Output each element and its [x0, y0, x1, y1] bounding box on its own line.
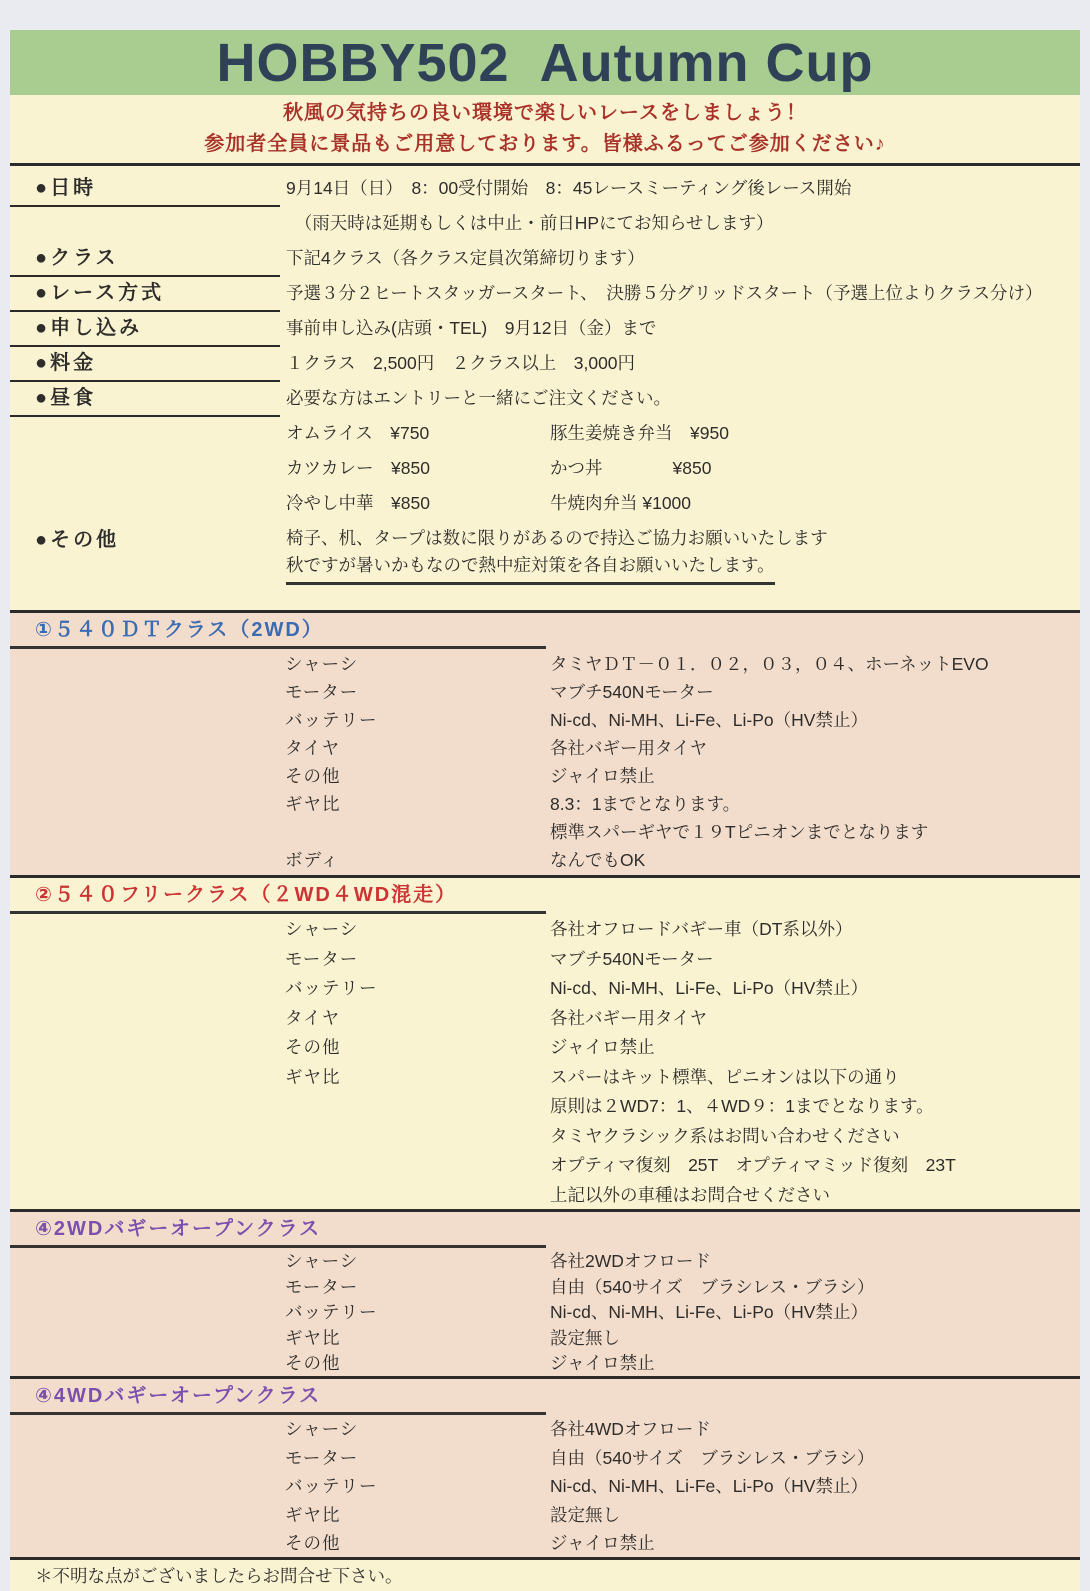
info-row: [10, 557, 1080, 592]
footer-note: ＊不明な点がございましたらお問合せ下さい。: [35, 1566, 403, 1586]
info-value-text: 冷やし中華 ¥850: [286, 493, 430, 513]
class-section-540free: [10, 875, 1080, 1209]
footer-note-bar: [10, 1557, 1080, 1591]
info-row-label: [10, 482, 280, 487]
spec-label: ギヤ比: [285, 1504, 341, 1525]
event-title: HOBBY502 Autumn Cup: [216, 32, 874, 93]
spec-value: 上記以外の車種はお問合せください: [550, 1184, 830, 1205]
info-row: [10, 207, 1080, 242]
class-section-2wd-open: [10, 1209, 1080, 1376]
class-section-title-540free: ②５４０フリークラス（２WD４WD混走）: [10, 880, 546, 914]
spec-label: ギヤ比: [285, 793, 341, 814]
spec-value: オプティマ復刻 25T オプティマミッド復刻 23T: [550, 1155, 956, 1176]
spec-row: [10, 914, 1080, 944]
info-row-value: [280, 245, 1080, 277]
class-section-title-540dt: ①５４０ＤＴクラス（2WD）: [10, 615, 546, 649]
spec-value: タミヤＤＴ－０１．０２，０３，０４、ホーネットEVO: [550, 653, 989, 674]
info-value-text: 秋ですが暑いかもなので熱中症対策を各自お願いいたします。: [286, 552, 775, 585]
info-value-text: １クラス 2,500円 ２クラス以上 3,000円: [286, 353, 636, 373]
info-value-text: 下記4クラス（各クラス定員次第締切ります）: [286, 248, 645, 268]
info-row-value: [280, 552, 1080, 592]
spec-value: 各社2WDオフロード: [550, 1251, 711, 1272]
spec-row: [10, 845, 1080, 873]
info-row-label: [10, 517, 280, 522]
spec-label: バッテリー: [285, 1476, 378, 1497]
spec-row: [10, 1350, 1080, 1376]
spec-row: [10, 649, 1080, 677]
spec-value: Ni-cd、Ni-MH、Li-Fe、Li-Po（HV禁止）: [550, 1302, 868, 1323]
info-row-value: [280, 210, 1080, 242]
spec-value: Ni-cd、Ni-MH、Li-Fe、Li-Po（HV禁止）: [550, 709, 868, 730]
info-row-value: [280, 490, 1080, 522]
spec-label: その他: [285, 1037, 341, 1058]
info-row: [10, 452, 1080, 487]
info-row: [10, 487, 1080, 522]
spec-label: その他: [285, 1353, 341, 1374]
spec-rows: [10, 649, 1080, 873]
spec-row: [10, 677, 1080, 705]
spec-row: [10, 1248, 1080, 1274]
info-row-label: [10, 447, 280, 452]
spec-value: タミヤクラシック系はお問い合わせください: [550, 1125, 900, 1146]
info-value-text: 必要な方はエントリーと一緒にご注文ください。: [286, 388, 671, 408]
spec-row: [10, 761, 1080, 789]
info-value-text: 事前申し込み(店頭・TEL) 9月12日（金）まで: [286, 318, 657, 338]
info-value-text: オムライス ¥750: [286, 423, 430, 443]
spec-row: [10, 1032, 1080, 1062]
spec-row: [10, 705, 1080, 733]
spec-row: [10, 1472, 1080, 1501]
spec-label: シャーシ: [285, 919, 359, 940]
info-row: [10, 277, 1080, 312]
info-value-text: （雨天時は延期もしくは中止・前日HPにてお知らせします）: [286, 213, 774, 233]
spec-value: 各社バギー用タイヤ: [550, 737, 708, 758]
info-row-label: [10, 587, 280, 592]
spec-value: 標準スパーギヤで１９Tピニオンまでとなります: [550, 821, 929, 842]
spec-row: [10, 1150, 1080, 1180]
spec-value: 各社4WDオフロード: [550, 1419, 711, 1440]
event-info-table: [10, 163, 1080, 610]
spec-row: [10, 789, 1080, 817]
info-value-col2: 豚生姜焼き弁当 ¥950: [550, 423, 729, 443]
spec-label: タイヤ: [285, 737, 341, 758]
flyer-page: [10, 30, 1080, 1591]
info-row-value: [280, 385, 1080, 417]
spec-value: 設定無し: [550, 1504, 620, 1525]
info-value-col2: 牛焼肉弁当 ¥1000: [550, 493, 692, 513]
spec-value: ジャイロ禁止: [550, 1353, 655, 1374]
info-row-label: ●その他: [35, 529, 120, 551]
info-value-text: カツカレー ¥850: [286, 458, 430, 478]
spec-row: [10, 1121, 1080, 1151]
spec-value: 各社バギー用タイヤ: [550, 1007, 708, 1028]
info-row: [10, 417, 1080, 452]
spec-row: [10, 1529, 1080, 1558]
spec-label: モーター: [285, 1276, 359, 1297]
info-row-value: [280, 350, 1080, 382]
spec-value: ジャイロ禁止: [550, 765, 655, 786]
spec-label: バッテリー: [285, 709, 378, 730]
intro-message: [10, 95, 1080, 163]
spec-value: ジャイロ禁止: [550, 1533, 655, 1554]
spec-row: [10, 733, 1080, 761]
info-row-value: [280, 175, 1080, 207]
spec-rows: [10, 1248, 1080, 1376]
spec-label: その他: [285, 765, 341, 786]
spec-rows: [10, 1415, 1080, 1558]
spec-value: 原則は２WD7：1、４WD９：1までとなります。: [550, 1096, 934, 1117]
spec-value: 設定無し: [550, 1327, 620, 1348]
info-row-value: [280, 280, 1080, 312]
spec-label: シャーシ: [285, 1419, 359, 1440]
spec-label: バッテリー: [285, 978, 378, 999]
info-row-value: [280, 455, 1080, 487]
info-value-text: 9月14日（日） 8：00受付開始 8：45レースミーティング後レース開始: [286, 178, 852, 198]
spec-row: [10, 1299, 1080, 1325]
info-row-label: ●申し込み: [10, 311, 280, 347]
spec-row: [10, 973, 1080, 1003]
info-row-label: ●クラス: [10, 241, 280, 277]
class-section-4wd-open: [10, 1376, 1080, 1558]
class-section-540dt: [10, 610, 1080, 875]
info-row: [10, 242, 1080, 277]
spec-value: 自由（540サイズ ブラシレス・ブラシ）: [550, 1447, 875, 1468]
class-section-title-4wd-open: ④4WDバギーオープンクラス: [10, 1381, 546, 1415]
spec-row: [10, 817, 1080, 845]
info-value-text: 椅子、机、タープは数に限りがあるので持込ご協力お願いいたします: [286, 528, 828, 548]
info-row: [10, 382, 1080, 417]
spec-value: マブチ540Nモーター: [550, 948, 714, 969]
spec-row: [10, 1325, 1080, 1351]
spec-value: なんでもOK: [550, 849, 646, 870]
spec-label: ギヤ比: [285, 1066, 341, 1087]
spec-label: シャーシ: [285, 653, 359, 674]
spec-row: [10, 1415, 1080, 1444]
spec-label: タイヤ: [285, 1007, 341, 1028]
spec-value: 各社オフロードバギー車（DT系以外）: [550, 919, 853, 940]
info-row-value: [280, 315, 1080, 347]
spec-value: マブチ540Nモーター: [550, 681, 714, 702]
spec-label: ギヤ比: [285, 1327, 341, 1348]
spec-value: Ni-cd、Ni-MH、Li-Fe、Li-Po（HV禁止）: [550, 1476, 868, 1497]
info-row: [10, 347, 1080, 382]
spec-value: スパーはキット標準、ピニオンは以下の通り: [550, 1066, 900, 1087]
spec-label: モーター: [285, 681, 359, 702]
spec-row: [10, 1274, 1080, 1300]
event-title-banner: [10, 30, 1080, 95]
info-row-label: ●日時: [10, 171, 280, 207]
spec-label: バッテリー: [285, 1302, 378, 1323]
spec-row: [10, 1500, 1080, 1529]
info-row-label: ●料金: [10, 346, 280, 382]
spec-label: モーター: [285, 948, 359, 969]
info-value-col2: かつ丼 ¥850: [550, 458, 712, 478]
spec-row: [10, 1443, 1080, 1472]
spec-row: [10, 944, 1080, 974]
info-row-label: ●昼食: [10, 381, 280, 417]
intro-line-2: 参加者全員に景品もご用意しております。皆様ふるってご参加ください♪: [204, 133, 886, 155]
class-section-title-2wd-open: ④2WDバギーオープンクラス: [10, 1214, 546, 1248]
spec-row: [10, 1003, 1080, 1033]
spec-label: モーター: [285, 1447, 359, 1468]
spec-value: 8.3：1までとなります。: [550, 793, 741, 814]
intro-line-1: 秋風の気持ちの良い環境で楽しいレースをしましょう！: [283, 102, 807, 124]
info-value-text: 予選３分２ヒートスタッガースタート、 決勝５分グリッドスタート（予選上位よりクラス分け）: [286, 283, 1043, 303]
spec-value: 自由（540サイズ ブラシレス・ブラシ）: [550, 1276, 875, 1297]
spec-label: シャーシ: [285, 1251, 359, 1272]
spec-row: [10, 1091, 1080, 1121]
spec-row: [10, 1180, 1080, 1210]
info-row-label: ●レース方式: [10, 276, 280, 312]
spec-label: その他: [285, 1533, 341, 1554]
spec-value: ジャイロ禁止: [550, 1037, 655, 1058]
info-row: [10, 172, 1080, 207]
info-row-value: [280, 420, 1080, 452]
spec-label: ボディ: [285, 849, 340, 870]
spec-value: Ni-cd、Ni-MH、Li-Fe、Li-Po（HV禁止）: [550, 978, 868, 999]
spec-row: [10, 1062, 1080, 1092]
info-row: [10, 312, 1080, 347]
spec-rows: [10, 914, 1080, 1209]
